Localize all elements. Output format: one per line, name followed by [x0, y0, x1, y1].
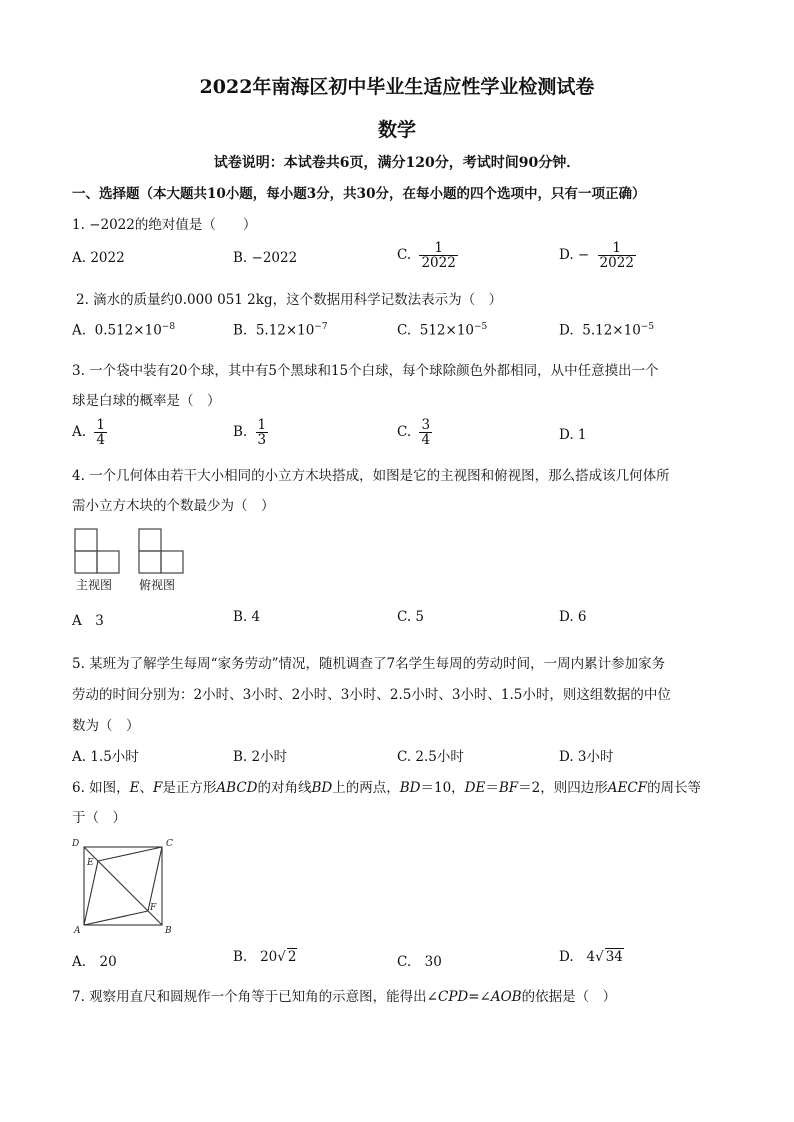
top-view-cube-bottom-left [139, 551, 161, 573]
q2-c-base: 512×10 [419, 322, 474, 339]
q4-option-c: C. 5 [397, 609, 425, 625]
q3-c-numerator: 3 [421, 417, 431, 433]
q2-option-b [233, 322, 328, 339]
q6-b-radicand: 2 [287, 949, 297, 965]
sqrt-icon: √ [277, 949, 286, 965]
q3-a-numerator: 1 [96, 417, 105, 433]
front-view-cube-bottom-right [97, 551, 119, 573]
sqrt-icon: √ [595, 949, 604, 965]
q2-a-base: 0.512×10 [94, 322, 162, 339]
q6-option-c: C. 30 [397, 954, 442, 970]
label-e: E [87, 858, 94, 868]
q5-stem-line2: 劳动的时间分别为：2小时、3小时、2小时、3小时、2.5小时、3小时、1.5小时，则这组数据的中位 [72, 687, 671, 703]
q5-stem-line3: 数为（ ） [72, 718, 140, 734]
front-view-cube-top [75, 529, 97, 551]
q3-b-label: B. [233, 424, 248, 441]
q3-b-fraction [256, 418, 269, 447]
q2-b-label: B. [233, 322, 248, 339]
q6-var-bd-2: BD [399, 780, 421, 796]
q3-c-fraction [419, 418, 432, 447]
q2-d-exponent: −5 [640, 322, 655, 332]
q6-option-a: A. 20 [72, 954, 117, 970]
q6-text-5: 上的两点， [332, 780, 400, 796]
q6-square-figure [70, 836, 182, 934]
segment-ae [84, 861, 98, 925]
q6-stem-line1 [72, 776, 701, 796]
q4-stem-line2: 需小立方木块的个数最少为（ ） [72, 498, 275, 514]
q4-option-a: A 3 [72, 613, 104, 629]
q3-b-numerator: 1 [257, 417, 267, 433]
q2-option-a [72, 322, 175, 339]
q6-var-abcd: ABCD [216, 780, 258, 796]
q4-option-b: B. 4 [233, 609, 261, 625]
q3-option-b [233, 418, 268, 447]
q1-option-c [397, 241, 458, 270]
q7-text-2: =∠ [468, 989, 491, 1005]
q2-option-d [559, 322, 654, 339]
q1-option-c-fraction [419, 241, 457, 270]
q6-text-3: 是正方形 [162, 780, 217, 796]
exam-instructions: 试卷说明：本试卷共6页，满分120分，考试时间90分钟． [213, 155, 581, 171]
q6-var-f: F [153, 780, 163, 796]
q3-c-label: C. [397, 424, 412, 441]
q6-option-d [559, 948, 624, 965]
top-view-cube-bottom-right [161, 551, 183, 573]
q6-var-bf: BF [498, 780, 519, 796]
q2-c-label: C. [397, 322, 412, 339]
q2-d-label: D. [559, 322, 574, 339]
q6-d-label: D. [559, 949, 574, 965]
segment-ec [98, 847, 162, 861]
q2-c-exponent: −5 [474, 322, 488, 332]
q3-b-denominator: 3 [257, 432, 267, 449]
q6-b-label: B. [233, 949, 248, 965]
q3-a-denominator: 4 [96, 432, 105, 449]
q2-option-c [397, 322, 487, 339]
label-c: C [166, 839, 173, 849]
q3-option-d: D. 1 [559, 427, 587, 443]
q7-text-1: 7. 观察用直尺和圆规作一个角等于已知角的示意图，能得出∠ [72, 989, 438, 1005]
q5-option-a: A. 1.5小时 [72, 749, 139, 765]
q2-d-base: 5.12×10 [582, 322, 641, 339]
q2-stem: 2. 滴水的质量约0.000 051 2kg，这个数据用科学记数法表示为（ ） [76, 292, 503, 308]
q6-stem-line2: 于（ ） [72, 810, 126, 826]
segment-cf [148, 847, 162, 911]
q6-var-bd: BD [311, 780, 333, 796]
label-b: B [165, 926, 172, 934]
q1-option-c-label: C. [397, 247, 412, 264]
segment-fa [84, 911, 148, 925]
q1-option-d [559, 241, 636, 270]
q6-var-e: E [129, 780, 140, 796]
q1-option-a: A. 2022 [72, 250, 125, 266]
q5-option-d: D. 3小时 [559, 749, 614, 765]
q6-d-coefficient: 4 [586, 949, 596, 965]
label-a: A [74, 926, 81, 934]
top-view-label: 俯视图 [139, 578, 176, 592]
q6-d-radicand: 34 [605, 949, 623, 965]
q1-option-d-label: D. − [559, 247, 590, 264]
q5-option-c: C. 2.5小时 [397, 749, 464, 765]
q5-option-b: B. 2小时 [233, 749, 288, 765]
q7-text-3: 的依据是（ ） [521, 989, 617, 1005]
q6-text-7: ＝ [485, 780, 499, 796]
q2-a-label: A. [72, 322, 87, 339]
q6-var-de: DE [464, 780, 486, 796]
q1-stem: 1. −2022的绝对值是（ ） [72, 217, 257, 233]
q7-var-aob: AOB [490, 989, 522, 1005]
q3-c-denominator: 4 [421, 432, 431, 449]
q4-stem-line1: 4. 一个几何体由若干大小相同的小立方木块搭成，如图是它的主视图和俯视图，那么搭成该几何体所 [72, 468, 670, 484]
diagonal-bd [84, 847, 162, 925]
q1-c-numerator: 1 [434, 240, 443, 256]
q6-text-9: 的周长等 [647, 780, 702, 796]
q7-stem [72, 985, 616, 1005]
q3-option-c [397, 418, 432, 447]
front-view-cube-bottom-left [75, 551, 97, 573]
q6-text-2: 、 [139, 780, 154, 796]
q6-text-4: 的对角线 [257, 780, 312, 796]
q1-option-d-fraction [598, 241, 636, 270]
q5-stem-line1: 5. 某班为了解学生每周“家务劳动”情况，随机调查了7名学生每周的劳动时间，一周内累计参加家务 [72, 656, 666, 672]
q3-stem-line1: 3. 一个袋中装有20个球，其中有5个黑球和15个白球，每个球除颜色外都相同，从中任意摸出一个 [72, 363, 659, 379]
q6-var-aecf: AECF [607, 780, 648, 796]
q3-a-label: A. [72, 424, 87, 441]
q6-text-8: ＝2，则四边形 [518, 780, 608, 796]
q3-option-a [72, 418, 107, 447]
section-heading: 一、选择题（本大题共10小题，每小题3分，共30分，在每小题的四个选项中，只有一项正确） [72, 186, 646, 202]
q6-b-coefficient: 20 [260, 949, 278, 965]
q1-d-numerator: 1 [612, 240, 622, 256]
subject-title: 数学 [377, 119, 416, 141]
label-f: F [150, 903, 157, 913]
q1-c-denominator: 2022 [421, 255, 456, 272]
q6-text-6: ＝10， [420, 780, 465, 796]
q4-option-d: D. 6 [559, 609, 587, 625]
q7-var-cpd: CPD [437, 989, 469, 1005]
front-view-label: 主视图 [76, 578, 113, 592]
q3-stem-line2: 球是白球的概率是（ ） [72, 393, 221, 409]
q1-option-b: B. −2022 [233, 250, 298, 266]
q6-option-b [233, 948, 297, 965]
q4-views-figure [74, 528, 186, 574]
label-d: D [72, 839, 80, 849]
top-view-cube-top [139, 529, 161, 551]
q2-a-exponent: −8 [161, 322, 176, 332]
q2-b-exponent: −7 [314, 322, 328, 332]
q6-text-1: 6. 如图， [72, 780, 130, 796]
q2-b-base: 5.12×10 [255, 322, 315, 339]
exam-title: 2022年南海区初中毕业生适应性学业检测试卷 [199, 76, 595, 98]
q3-a-fraction [94, 418, 107, 447]
q1-d-denominator: 2022 [599, 255, 634, 272]
